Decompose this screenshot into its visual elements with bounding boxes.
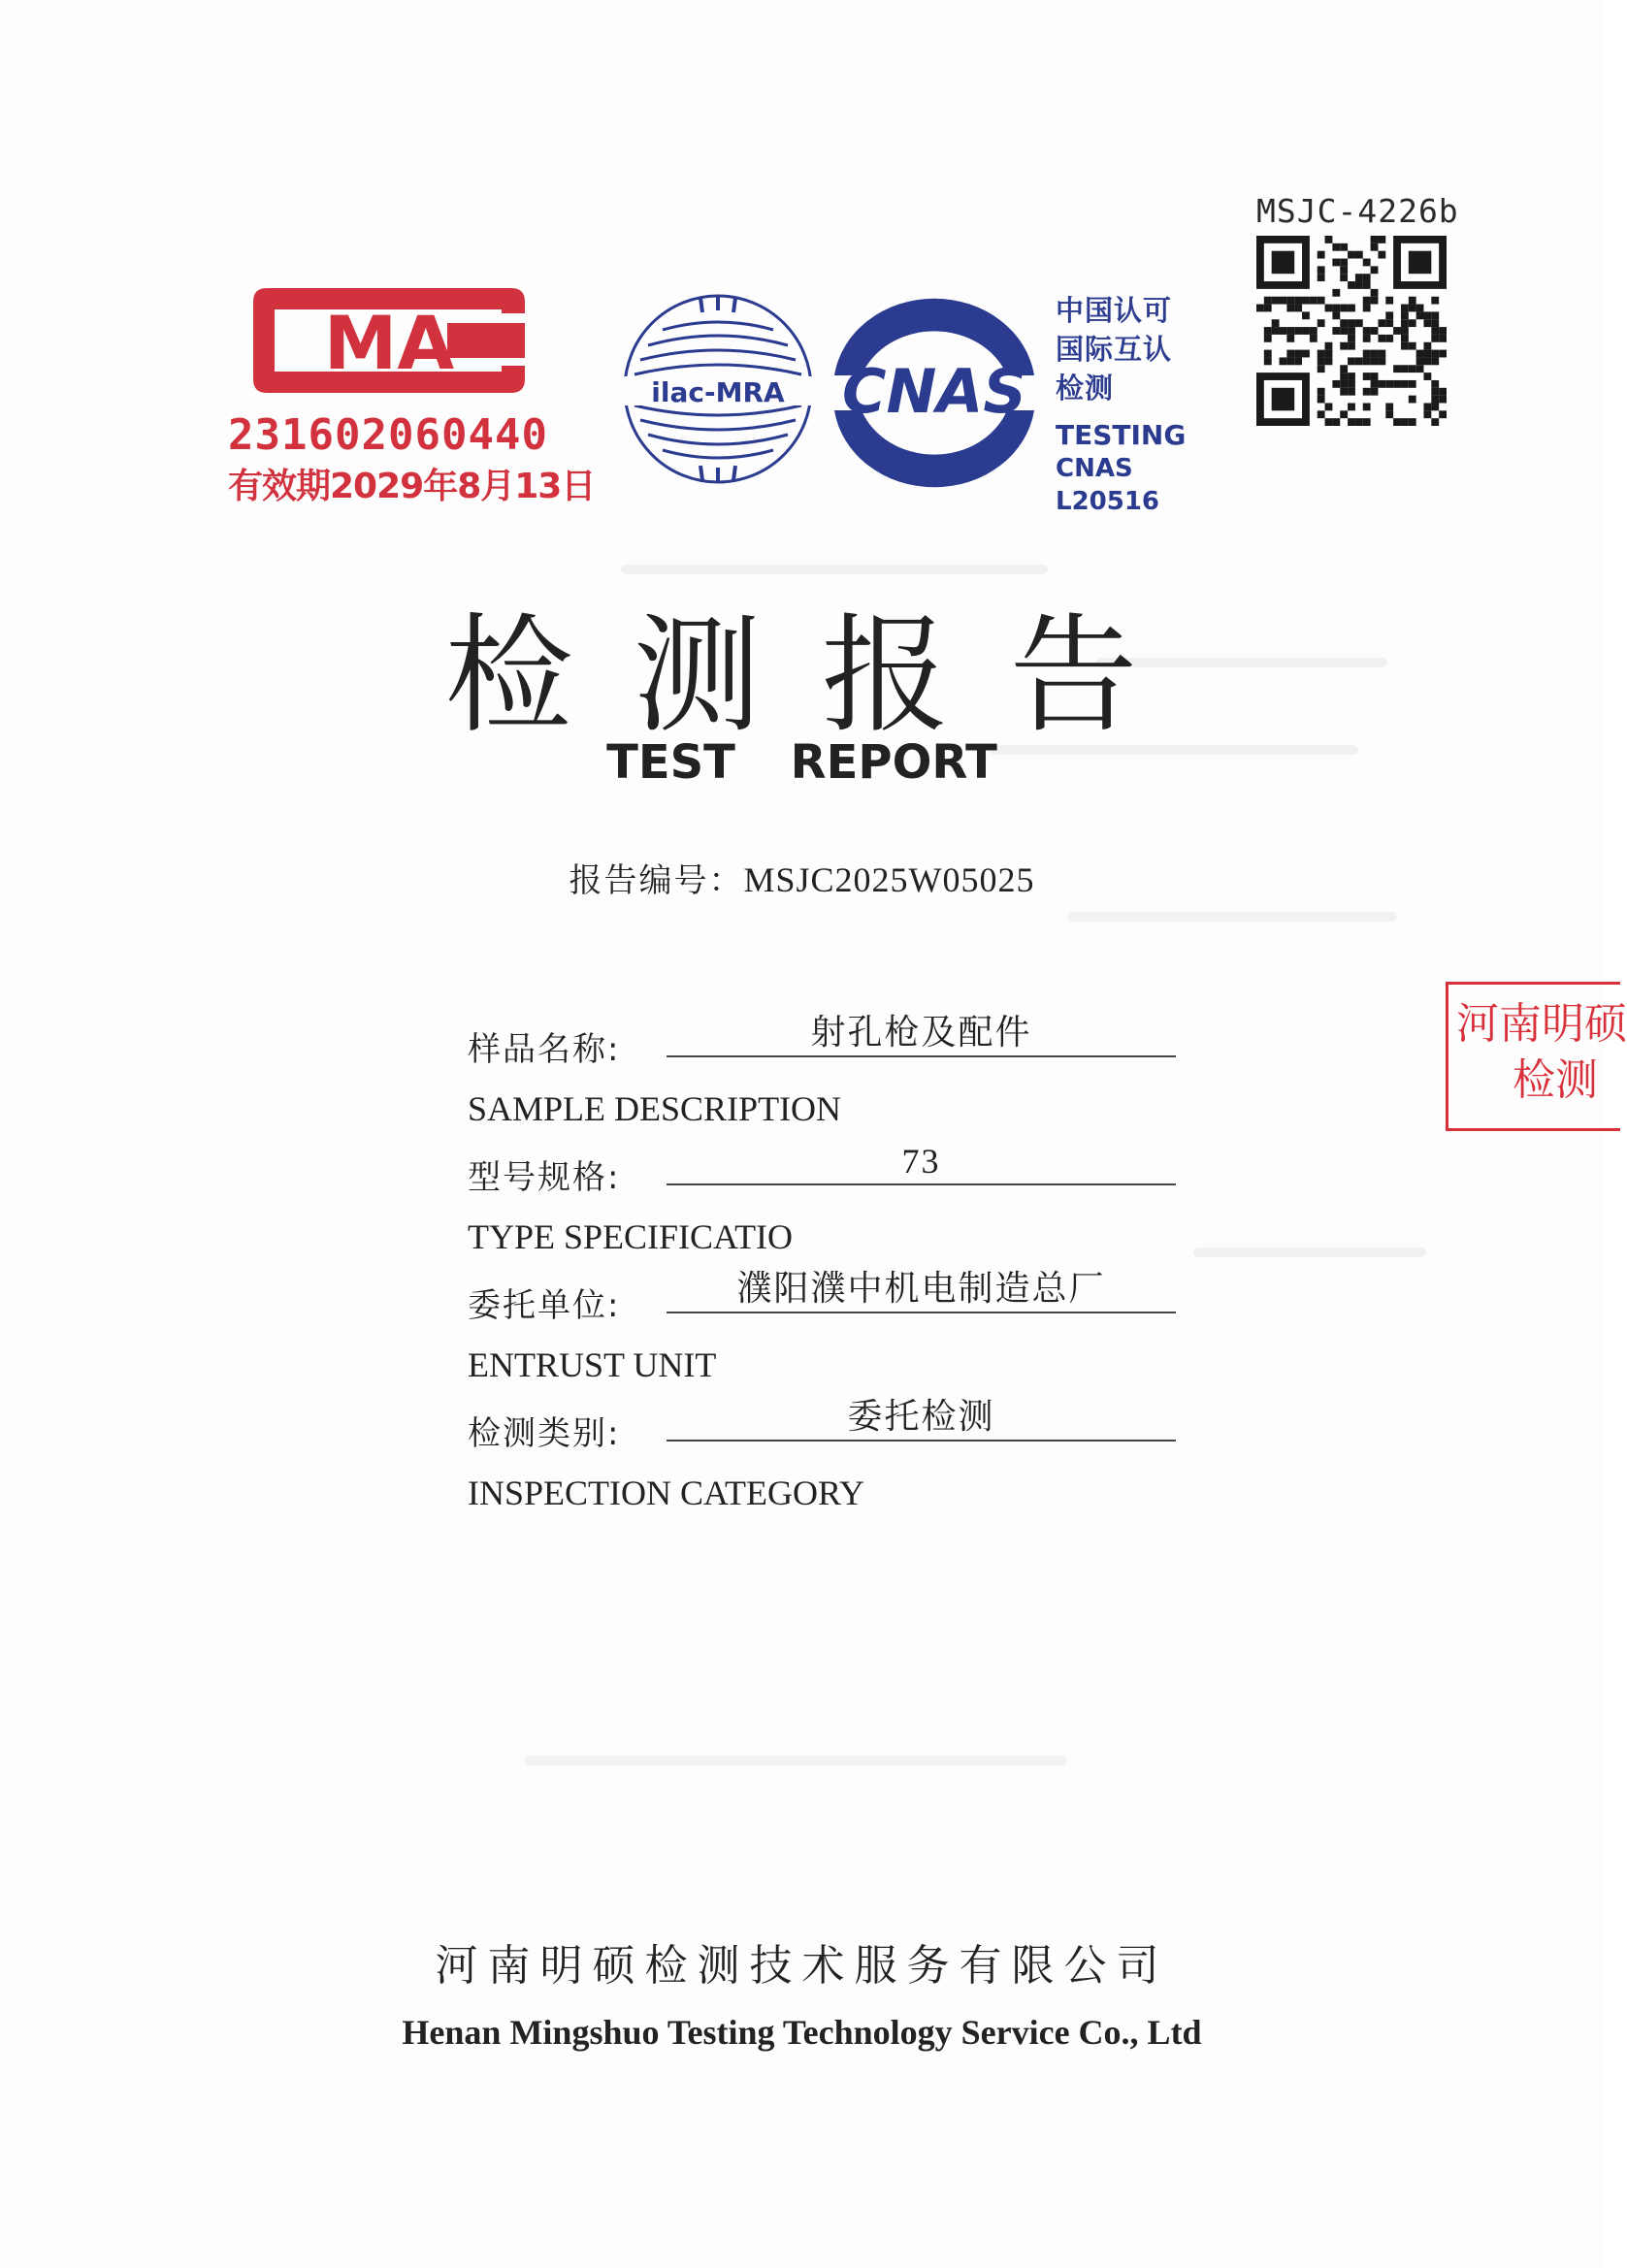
cnas-accreditation-mark	[813, 296, 1056, 490]
sample-info-fields	[468, 1009, 1186, 1521]
report-number	[0, 854, 1604, 901]
bleed-through-line	[524, 1756, 1067, 1766]
ilac-mra-mark	[619, 287, 818, 491]
svg-text:CNAS: CNAS	[841, 356, 1027, 427]
field-value: 濮阳濮中机电制造总厂	[667, 1267, 1176, 1313]
cnas-side-line: 中国认可	[1056, 294, 1173, 327]
seal-line: 河南明硕	[1456, 999, 1627, 1049]
field-english-label: TYPE SPECIFICATIO	[468, 1217, 794, 1256]
ilac-mra-logo-icon	[619, 287, 818, 491]
field-inspection-category	[468, 1393, 1186, 1465]
field-english-label: ENTRUST UNIT	[468, 1345, 717, 1384]
company-seal-stamp	[1446, 982, 1627, 1131]
cnas-side-line: 检测	[1056, 372, 1115, 405]
svg-text:ilac-MRA: ilac-MRA	[651, 376, 785, 408]
cma-validity-date: 有效期2029年8月13日	[228, 467, 596, 506]
cnas-logo-icon	[813, 296, 1056, 490]
seal-line: 检测	[1513, 1055, 1598, 1105]
field-label: 样品名称:	[468, 1030, 621, 1069]
bleed-through-line	[1193, 1247, 1426, 1257]
cnas-side-line: TESTING	[1056, 419, 1187, 451]
field-label: 委托单位:	[468, 1286, 621, 1325]
field-label: 型号规格:	[468, 1158, 621, 1197]
field-value: 委托检测	[667, 1395, 1176, 1442]
bleed-through-line	[1067, 912, 1397, 922]
report-number-value: MSJC2025W05025	[743, 860, 1035, 899]
field-value: 射孔枪及配件	[667, 1011, 1176, 1057]
field-english-label: INSPECTION CATEGORY	[468, 1474, 865, 1512]
field-sample-name	[468, 1009, 1186, 1081]
svg-text:MA: MA	[323, 300, 455, 386]
field-label: 检测类别:	[468, 1414, 621, 1453]
cma-logo-icon	[228, 275, 548, 405]
field-type-spec	[468, 1137, 1186, 1209]
cma-certification-mark	[228, 275, 596, 517]
form-code: MSJC-4226b	[1256, 192, 1459, 230]
report-title-chinese: 检测报告	[444, 601, 1198, 751]
company-name-english: Henan Mingshuo Testing Technology Service Co., Ltd	[402, 2013, 1202, 2052]
company-name-chinese: 河南明硕检测技术服务有限公司	[435, 1941, 1169, 1991]
cnas-side-text	[1056, 291, 1201, 518]
field-english-label: SAMPLE DESCRIPTION	[468, 1089, 842, 1128]
cnas-side-line: 国际互认	[1056, 333, 1173, 366]
field-value: 73	[667, 1139, 1176, 1185]
cma-certificate-number: 231602060440	[228, 410, 548, 460]
field-entrust-unit	[468, 1265, 1186, 1337]
qr-block	[1256, 192, 1459, 430]
qr-code-icon	[1256, 236, 1447, 426]
cnas-accreditation-number: CNAS L20516	[1056, 454, 1160, 516]
report-number-label: 报告编号：	[569, 861, 744, 900]
report-title-english: TEST REPORT	[606, 735, 997, 790]
